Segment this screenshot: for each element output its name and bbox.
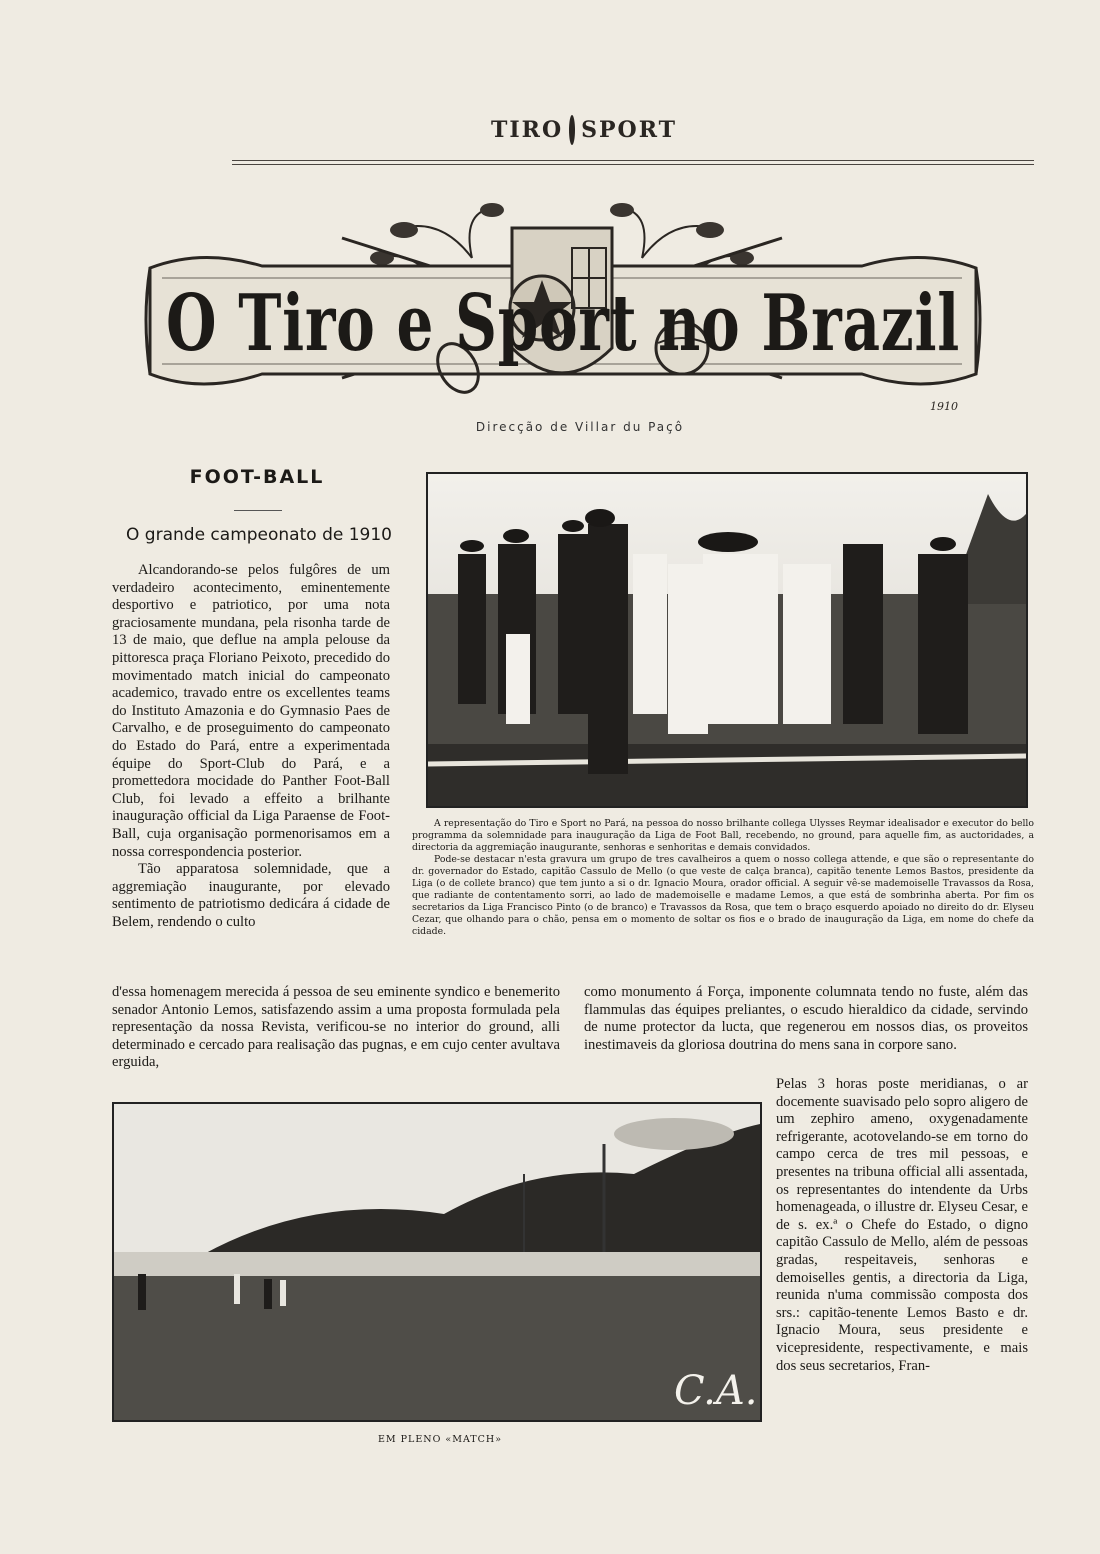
running-head-right: SPORT <box>581 117 677 143</box>
article-continuation-left: d'essa homenagem merecida á pessoa de seu eminente syndico e benemerito senador Antonio Lemos, satisfazendo assim a uma proposta formulada pela representação da nossa Revista, verificou-se no interior do ground, alli determinado e cercado para realisação das pugnas, e em cujo center avultava erguida, <box>112 984 560 1071</box>
photo-ceremony-caption <box>412 818 1034 938</box>
article-column-left <box>112 562 390 931</box>
direction-credit: Direcção de Villar du Paçô <box>475 420 685 434</box>
header-rule-bottom <box>232 164 1034 165</box>
article-subtitle: O grande campeonato de 1910 <box>126 525 392 545</box>
target-medal-icon <box>569 115 575 145</box>
caption-paragraph-1: A representação do Tiro e Sport no Pará, na pessoa do nosso brilhante collega Ulysses Reymar idealisador e executor do bello programma da solemnidade para inauguração da Liga de Foot Ball, recebendo, no ground, para aquelle fim, as auctoridades, a directoria da aggremiação inaugurante, senhoras e senhoritas e demais convidados. <box>412 818 1034 853</box>
running-head-left: TIRO <box>491 117 564 143</box>
article-title: FOOT-BALL <box>189 466 325 488</box>
article-paragraph-2: Tão apparatosa solemnidade, que a aggremiação inaugurante, por elevado sentimento de patriotismo dedicára á cidade de Belem, rendendo o culto <box>112 861 390 930</box>
photo-signature: C.A. <box>674 1368 758 1414</box>
header-rule-top <box>232 160 1034 161</box>
photo-match <box>112 1102 762 1422</box>
photo-ceremony <box>426 472 1028 808</box>
masthead-illustration <box>142 198 984 418</box>
masthead-banner <box>142 198 984 418</box>
running-head <box>492 108 676 152</box>
article-column-right: Pelas 3 horas poste meridianas, o ar docemente suavisado pelo sopro aligero de um zephiro ameno, oxygenadamente refrigerante, acotovelando-se em torno do campo cerca de tres mil pessoas, e presentes na tribuna official alli assentada, os representantes do intendente da Urbs homenageada, o illustre dr. Elyseu Cesar, e de s. ex.ª o Chefe do Estado, o digno capitão Cassulo de Mello, além de pessoas gradas, respeitaveis, senhoras e demoiselles gentis, a directoria da Liga, reunida n'uma commissão composta dos srs.: capitão-tenente Lemos Basto e dr. Ignacio Moura, seus presidente e vicepresidente, respectivamente, e mais dos seus secretarios, Fran- <box>776 1076 1028 1374</box>
article-paragraph-1: Alcandorando-se pelos fulgôres de um verdadeiro acontecimento, eminentemente desportivo e patriotico, por uma nota graciosamente mundana, pela risonha tarde de 13 de maio, que deflue na ampla pelouse da pittoresca praça Floriano Peixoto, precedido do movimentado match inicial do campeonato academico, travado entre os excellentes teams do Instituto Amazonia e do Gymnasio Paes de Carvalho, e de proseguimento do campeonato do Estado do Pará, entre a experimentada équipe do Sport-Club do Pará, e a promettedora mocidade do Panther Foot-Ball Club, foi levado a effeito a brilhante inauguração official da Liga Paraense de Foot-Ball, cuja organisação pormenorisamos em a nossa correspondencia posterior. <box>112 562 390 860</box>
caption-paragraph-2: Pode-se destacar n'esta gravura um grupo de tres cavalheiros a quem o nosso collega attende, e que são o representante do dr. governador do Estado, capitão Cassulo de Mello (o que veste de calça branca), capitão tenente Lemos Bastos, presidente da Liga (o de collete branco) que tem junto a si o dr. Ignacio Moura, orador official. A seguir vê-se mademoiselle Travassos da Rosa, que radiante de contentamento sorri, ao lado de mademoiselle e madame Lemos, a que está de sombrinha aberta. Por fim os secretarios da Liga Francisco Pinto (o de branco) e Travassos da Rosa, que tem o braço esquerdo apoiado no direito do dr. Elyseu Cezar, que olhando para o chão, pensa em o momento de soltar os fios e o brado de inauguração da Liga, em nome do chefe da cidade. <box>412 854 1034 937</box>
title-rule <box>234 510 282 511</box>
masthead-title: O Tiro e Sport no Brazil <box>166 278 960 369</box>
masthead-year: 1910 <box>930 400 958 413</box>
article-continuation-right: como monumento á Força, imponente columnata tendo no fuste, além das flammulas das équipes preliantes, o escudo hieraldico da cidade, servindo de nume protector da lucta, que regenerou em nossos dias, os proveitos inestimaveis da gloriosa doutrina do mens sana in corpore sano. <box>584 984 1028 1053</box>
photo-match-caption: EM PLENO «MATCH» <box>377 1434 503 1445</box>
